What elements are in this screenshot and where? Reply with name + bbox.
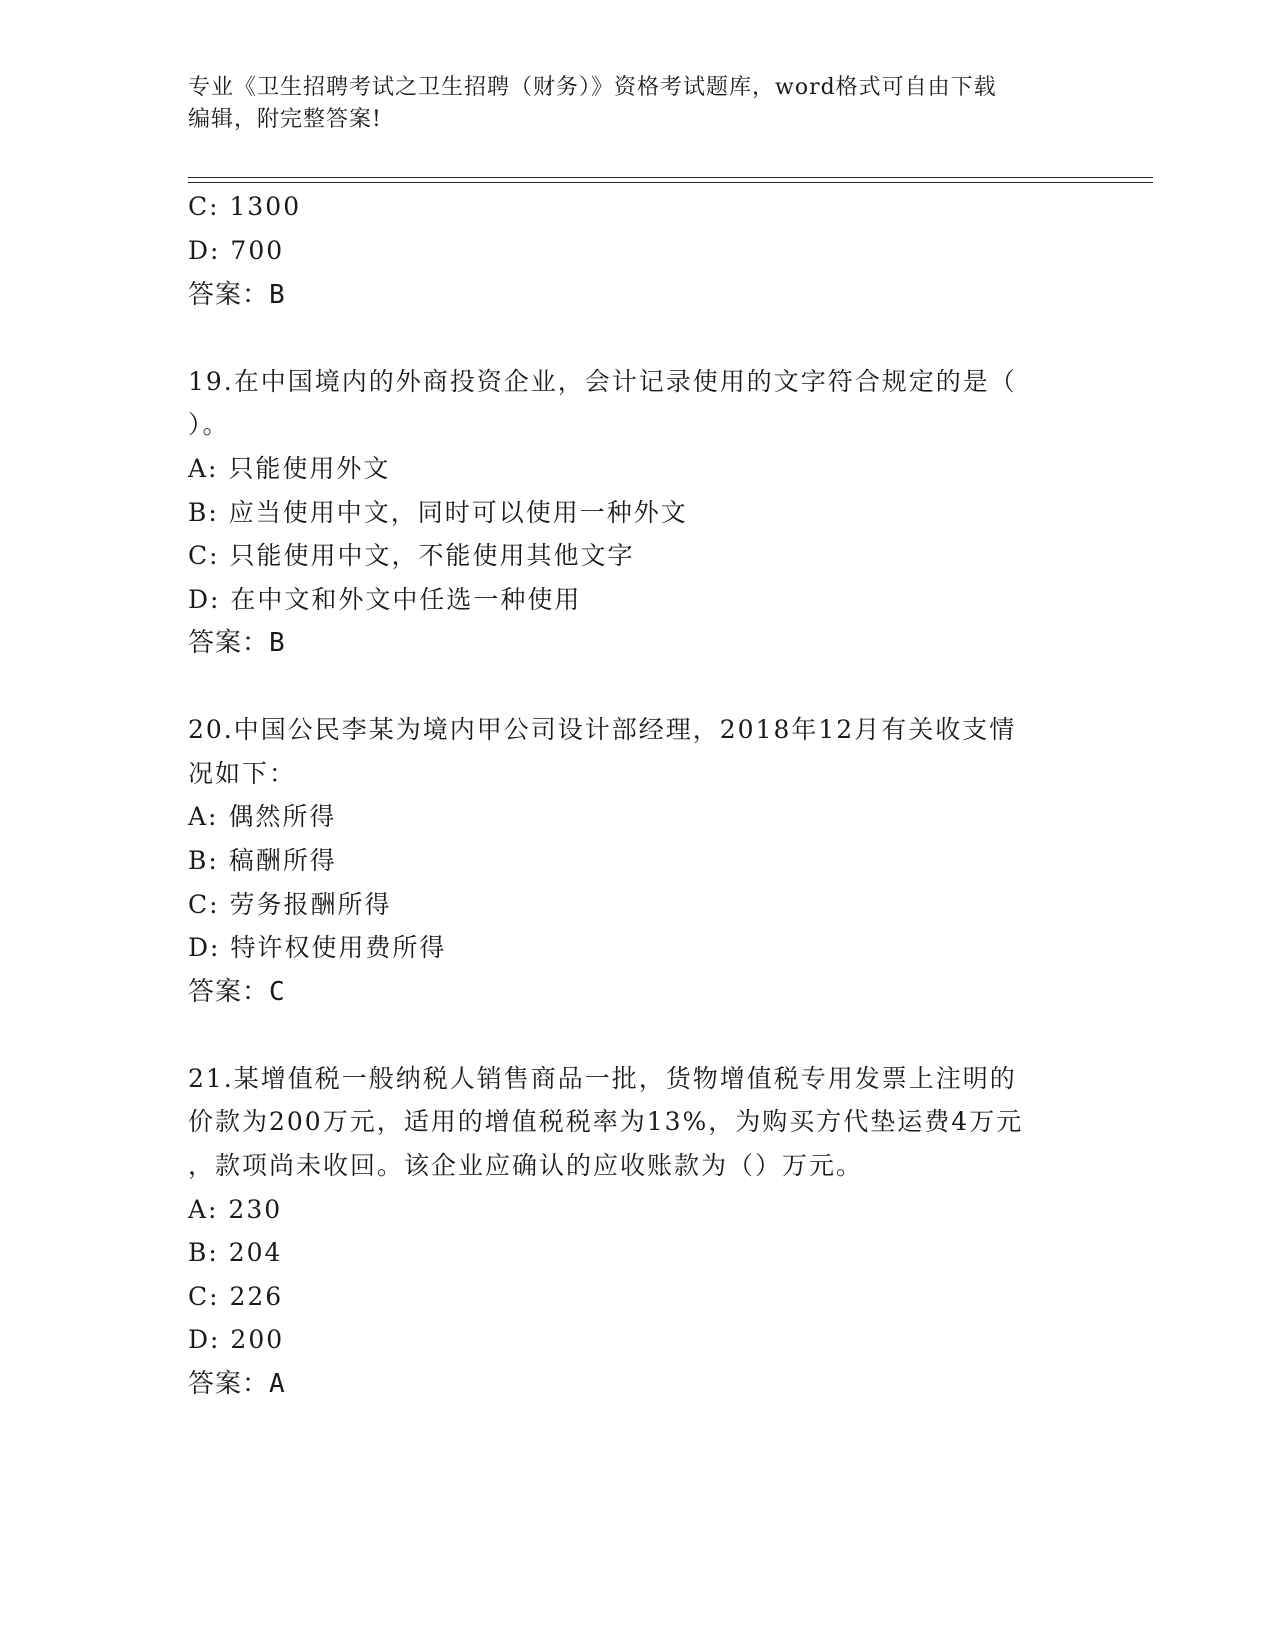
header-line-2: 编辑，附完整答案! — [188, 107, 382, 132]
q19-option-a: A: 只能使用外文 — [188, 454, 391, 483]
q20-option-a: A: 偶然所得 — [188, 802, 337, 831]
q19-stem-line-1: 19.在中国境内的外商投资企业，会计记录使用的文字符合规定的是（ — [188, 367, 1017, 396]
q21-stem-line-1: 21.某增值税一般纳税人销售商品一批，货物增值税专用发票上注明的 — [188, 1064, 1017, 1093]
q20-option-d: D: 特许权使用费所得 — [188, 933, 447, 962]
q20-stem-line-1: 20.中国公民李某为境内甲公司设计部经理，2018年12月有关收支情 — [188, 715, 1017, 744]
answer-value: B — [269, 280, 286, 310]
prev-option-d: D: 700 — [188, 236, 285, 265]
prev-answer — [188, 280, 286, 310]
header-divider-top — [188, 177, 1153, 178]
q19-option-c: C: 只能使用中文，不能使用其他文字 — [188, 541, 635, 570]
q20-stem-line-2: 况如下： — [188, 759, 297, 788]
answer-label: 答案： — [188, 977, 270, 1007]
header-divider-bottom — [188, 182, 1153, 183]
answer-label: 答案： — [188, 280, 270, 310]
header-line-1: 专业《卫生招聘考试之卫生招聘（财务）》资格考试题库，word格式可自由下载 — [188, 75, 997, 100]
answer-value: B — [269, 628, 286, 658]
q21-option-a: A: 230 — [188, 1195, 283, 1224]
q20-option-c: C: 劳务报酬所得 — [188, 890, 392, 919]
q19-option-b: B: 应当使用中文，同时可以使用一种外文 — [188, 498, 688, 527]
q21-option-c: C: 226 — [188, 1282, 284, 1311]
q20-answer — [188, 977, 286, 1007]
q21-stem-line-3: ，款项尚未收回。该企业应确认的应收账款为（）万元。 — [188, 1151, 864, 1180]
q21-option-d: D: 200 — [188, 1325, 285, 1354]
answer-value: C — [269, 977, 286, 1007]
q19-answer — [188, 628, 286, 658]
q21-stem-line-2: 价款为200万元，适用的增值税税率为13%，为购买方代垫运费4万元 — [188, 1107, 1024, 1136]
answer-value: A — [269, 1369, 286, 1399]
q20-option-b: B: 稿酬所得 — [188, 846, 337, 875]
answer-label: 答案： — [188, 628, 270, 658]
prev-option-c: C: 1300 — [188, 192, 302, 221]
answer-label: 答案： — [188, 1369, 270, 1399]
q21-option-b: B: 204 — [188, 1238, 283, 1267]
q19-stem-line-2: ）。 — [188, 410, 230, 439]
q19-option-d: D: 在中文和外文中任选一种使用 — [188, 585, 582, 614]
q21-answer — [188, 1369, 286, 1399]
document-header — [188, 72, 1068, 136]
